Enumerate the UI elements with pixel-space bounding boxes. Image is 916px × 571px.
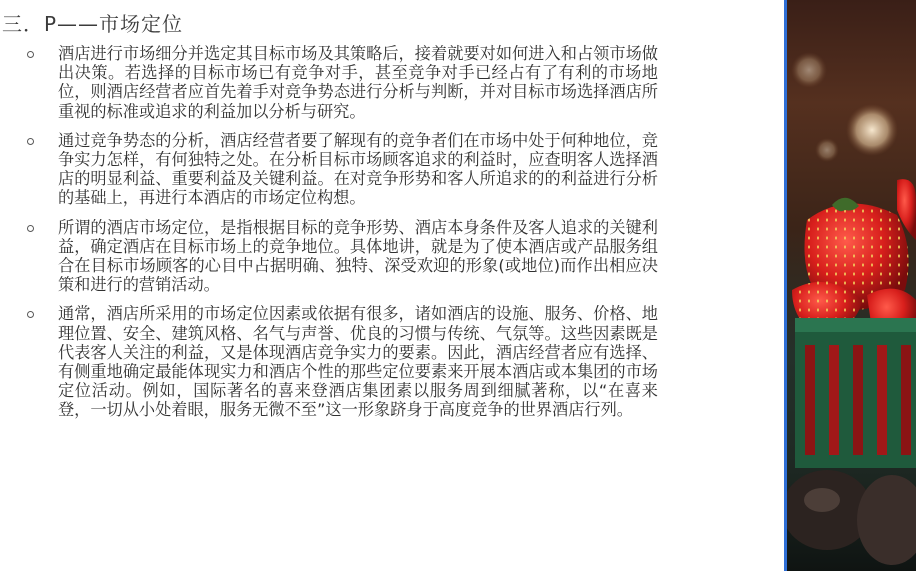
- hollow-circle-bullet-icon: [27, 51, 34, 58]
- strawberry-basket-illustration: [787, 0, 916, 571]
- bullet-text: 所谓的酒店市场定位，是指根据目标的竞争形势、酒店本身条件及客人追求的关键利益，确定酒店在目标市场上的竞争地位。具体地讲，就是为了使本酒店或产品服务组合在目标市场顾客的心目中占据明确、独特、深受欢迎的形象(或地位)而作出相应决策和进行的营销活动。: [58, 217, 658, 295]
- slide-title: 三．P——市场定位: [2, 12, 184, 36]
- bullet-text: 通过竞争势态的分析，酒店经营者要了解现有的竞争者们在市场中处于何种地位，竞争实力怎样，有何独特之处。在分析目标市场顾客追求的利益时，应查明客人选择酒店的明显利益、重要利益及关键利益。在对竞争形势和客人所追求的的利益进行分析的基础上，再进行本酒店的市场定位构想。: [58, 130, 658, 208]
- hollow-circle-bullet-icon: [27, 225, 34, 232]
- bullet-item: [0, 44, 700, 121]
- bullet-item: [0, 218, 700, 295]
- bullet-item: [0, 304, 700, 419]
- hollow-circle-bullet-icon: [27, 311, 34, 318]
- bullet-item: [0, 131, 700, 208]
- strawberry-basket-photo: [787, 0, 916, 571]
- bullet-text: 酒店进行市场细分并选定其目标市场及其策略后，接着就要对如何进入和占领市场做出决策。若选择的目标市场已有竞争对手，甚至竞争对手已经占有了有利的市场地位，则酒店经营者应首先着手对竞争势态进行分析与判断，并对目标市场选择酒店所重视的标准或追求的利益加以分析与研究。: [58, 44, 658, 121]
- hollow-circle-bullet-icon: [27, 138, 34, 145]
- bullet-text: 通常，酒店所采用的市场定位因素或依据有很多，诸如酒店的设施、服务、价格、地理位置、安全、建筑风格、名气与声誉、优良的习惯与传统、气氛等。这些因素既是代表客人关注的利益，又是体现酒店竞争实力的要素。因此，酒店经营者应有选择、有侧重地确定最能体现实力和酒店个性的那些定位要素来开展本酒店或本集团的市场定位活动。例如，国际著名的喜来登酒店集团素以服务周到细腻著称，以“在喜来登，一切从小处着眼，服务无微不至”这一形象跻身于高度竞争的世界酒店行列。: [58, 304, 658, 420]
- bullet-list: [0, 44, 700, 430]
